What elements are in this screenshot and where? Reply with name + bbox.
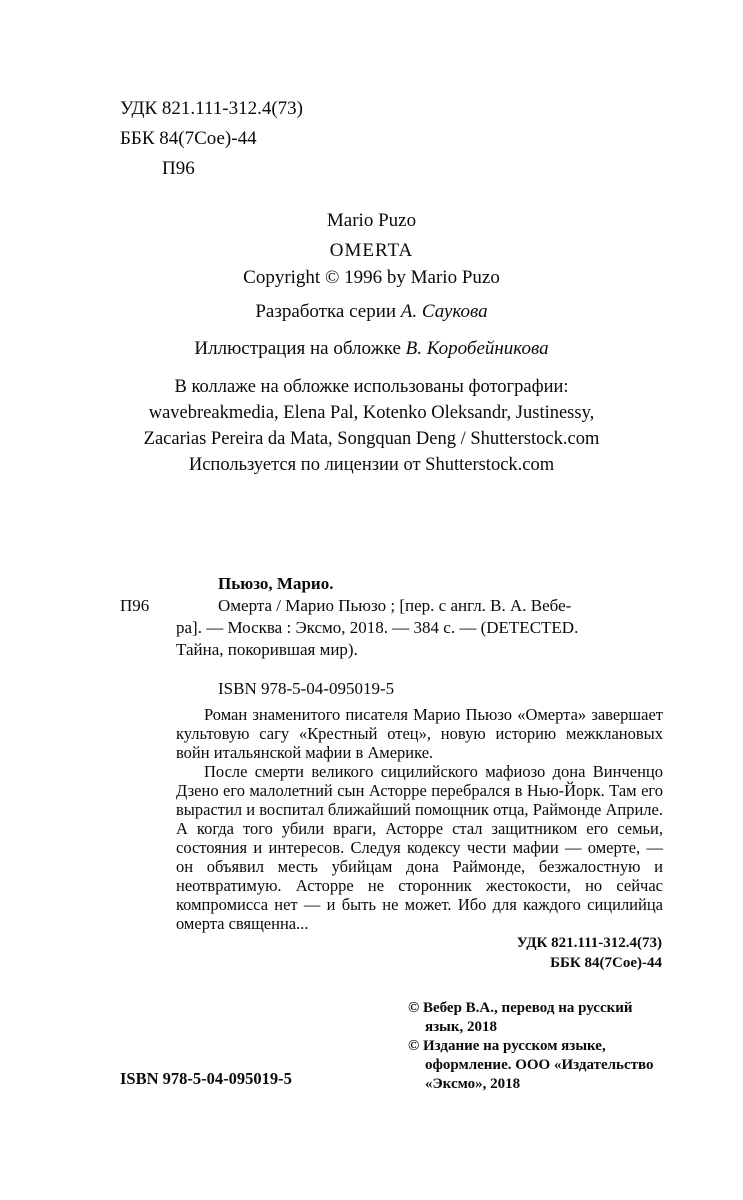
annotation-paragraph: После смерти великого сицилийского мафиозо дона Винченцо Дзено его малолетний сын Асторре перебрался в Нью-Йорк. Там его вырастил и воспитал ближайший помощник отца, Раймонде Априле. А когда того убили враги, Асторре стал защитником его семьи, состояния и интересов. Следуя кодексу чести мафии — омерте, — он объявил месть убийцам дона Раймонде, безжалостную и неотвратимую. Асторре не сторонник жестокости, но сейчас компромисса нет — и быть не может. Ибо для каждого сицилийца омерта священна...	[176, 762, 663, 933]
collage-credits-line: Zacarias Pereira da Mata, Songquan Deng / Shutterstock.com	[143, 429, 600, 449]
original-author: Mario Puzo	[326, 210, 417, 231]
bottom-codes-block	[517, 933, 662, 973]
book-code-top: П96	[162, 158, 195, 179]
collage-credits-block	[0, 374, 743, 478]
catalog-card-line: Омерта / Марио Пьюзо ; [пер. с англ. В. А. Вебе-	[218, 596, 572, 615]
bbk-code-top: ББК 84(7Сое)-44	[120, 128, 257, 149]
catalog-card-line: ра]. — Москва : Эксмо, 2018. — 384 с. — (DETECTED.	[176, 618, 579, 637]
series-design-prefix: Разработка серии	[255, 301, 401, 322]
copyright-item: © Вебер В.А., перевод на русский язык, 2018	[408, 1000, 633, 1035]
copyright-line: Copyright © 1996 by Mario Puzo	[243, 267, 500, 288]
copyright-block	[408, 999, 670, 1094]
cover-illustration-line	[0, 338, 743, 360]
collage-credits-line: В коллаже на обложке использованы фотографии:	[174, 377, 569, 397]
top-codes-block	[120, 94, 303, 184]
annotation-block	[176, 705, 663, 933]
catalog-card-isbn: ISBN 978-5-04-095019-5	[218, 679, 395, 698]
annotation-paragraph: Роман знаменитого писателя Марио Пьюзо «Омерта» завершает культовую сагу «Крестный отец», новую историю межклановых войн итальянской мафии в Америке.	[176, 705, 663, 762]
footer-isbn: ISBN 978-5-04-095019-5	[120, 1069, 292, 1088]
catalog-card-code: П96	[120, 596, 150, 615]
series-designer-name: А. Саукова	[400, 301, 488, 322]
catalog-card-heading: Пьюзо, Марио.	[218, 574, 334, 593]
series-design-line	[0, 301, 743, 323]
cover-illustrator-name: В. Коробейникова	[405, 338, 549, 359]
cover-illustration-prefix: Иллюстрация на обложке	[194, 338, 406, 359]
original-title: OMERTA	[329, 240, 414, 261]
bbk-code-bottom: ББК 84(7Сое)-44	[550, 955, 662, 971]
udc-code-top: УДК 821.111-312.4(73)	[120, 98, 303, 119]
collage-credits-line: Используется по лицензии от Shutterstock.com	[188, 455, 555, 475]
copyright-item: © Издание на русском языке, оформление. ООО «Издательство «Эксмо», 2018	[408, 1038, 654, 1092]
catalog-card-line: Тайна, покорившая мир).	[176, 640, 358, 659]
udc-code-bottom: УДК 821.111-312.4(73)	[516, 935, 662, 951]
collage-credits-line: wavebreakmedia, Elena Pal, Kotenko Oleksandr, Justinessy,	[148, 403, 595, 423]
